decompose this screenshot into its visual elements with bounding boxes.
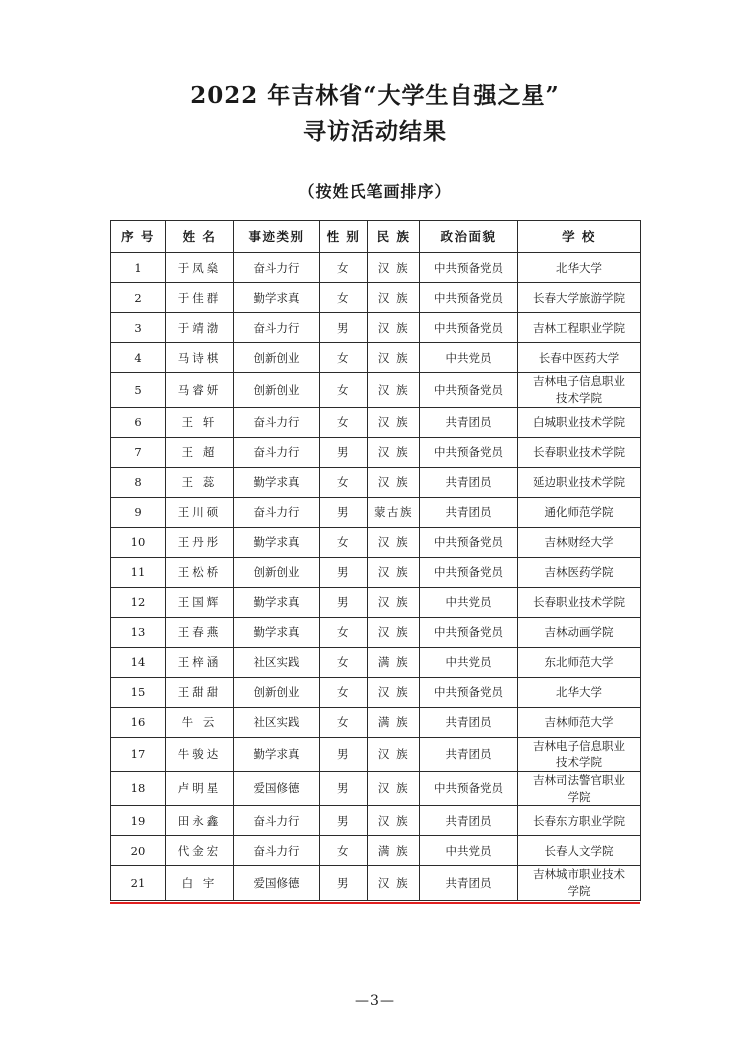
column-header-name: 姓 名 [166,221,234,253]
cell-name: 王松桥 [166,557,234,587]
table-body [111,253,641,900]
table-row [111,647,641,677]
cell-school-line: 吉林司法警官职业 [533,772,625,787]
cell-school: 长春大学旅游学院 [518,283,641,313]
cell-name: 代金宏 [166,836,234,866]
cell-name: 王丹彤 [166,527,234,557]
table-row [111,617,641,647]
cell-political-status: 共青团员 [420,467,518,497]
cell-gender: 男 [320,313,368,343]
cell-gender: 女 [320,617,368,647]
table-row [111,737,641,771]
cell-school: 吉林动画学院 [518,617,641,647]
cell-name: 王春燕 [166,617,234,647]
cell-school: 长春东方职业学院 [518,806,641,836]
cell-school-line: 吉林城市职业技术 [533,867,625,882]
cell-index: 13 [111,617,166,647]
cell-gender: 女 [320,467,368,497]
cell-category: 奋斗力行 [234,497,320,527]
table-row [111,806,641,836]
cell-school: 通化师范学院 [518,497,641,527]
cell-political-status: 中共预备党员 [420,283,518,313]
page-title-line-2: 寻访活动结果 [303,117,447,145]
cell-name: 王 蕊 [166,467,234,497]
table-row [111,557,641,587]
cell-category: 勤学求真 [234,617,320,647]
cell-name: 白 宇 [166,866,234,900]
cell-gender: 男 [320,771,368,805]
cell-name: 王 轩 [166,407,234,437]
cell-school-line: 吉林电子信息职业 [533,738,625,753]
roster-table-container [110,220,640,900]
cell-category: 创新创业 [234,557,320,587]
cell-ethnicity: 汉 族 [368,617,420,647]
cell-ethnicity: 汉 族 [368,771,420,805]
cell-ethnicity: 满 族 [368,707,420,737]
cell-school: 吉林工程职业学院 [518,313,641,343]
cell-category: 创新创业 [234,677,320,707]
cell-index: 18 [111,771,166,805]
cell-ethnicity: 汉 族 [368,737,420,771]
cell-political-status: 共青团员 [420,497,518,527]
cell-gender: 女 [320,707,368,737]
cell-ethnicity: 满 族 [368,647,420,677]
cell-ethnicity: 汉 族 [368,283,420,313]
cell-category: 爱国修德 [234,866,320,900]
cell-index: 14 [111,647,166,677]
cell-school-line: 吉林电子信息职业 [533,374,625,389]
cell-category: 奋斗力行 [234,806,320,836]
table-row [111,866,641,900]
cell-political-status: 中共预备党员 [420,527,518,557]
cell-school: 延边职业技术学院 [518,467,641,497]
cell-ethnicity: 汉 族 [368,587,420,617]
cell-school-line: 技术学院 [556,755,602,770]
cell-index: 20 [111,836,166,866]
cell-category: 奋斗力行 [234,407,320,437]
cell-gender: 男 [320,437,368,467]
cell-name: 于凤燊 [166,253,234,283]
column-header-gender: 性 别 [320,221,368,253]
table-row [111,677,641,707]
cell-index: 15 [111,677,166,707]
table-row [111,497,641,527]
cell-school: 北华大学 [518,677,641,707]
cell-category: 勤学求真 [234,587,320,617]
cell-name: 马睿妍 [166,373,234,407]
cell-school: 东北师范大学 [518,647,641,677]
cell-ethnicity: 满 族 [368,836,420,866]
cell-political-status: 共青团员 [420,707,518,737]
cell-political-status: 中共党员 [420,343,518,373]
table-row [111,313,641,343]
cell-category: 勤学求真 [234,737,320,771]
table-header-row [111,221,641,253]
cell-school [518,373,641,407]
cell-index: 17 [111,737,166,771]
cell-school: 长春中医药大学 [518,343,641,373]
cell-ethnicity: 汉 族 [368,343,420,373]
cell-category: 创新创业 [234,373,320,407]
cell-gender: 男 [320,497,368,527]
table-row [111,253,641,283]
cell-index: 21 [111,866,166,900]
cell-index: 11 [111,557,166,587]
cell-gender: 女 [320,283,368,313]
cell-category: 奋斗力行 [234,836,320,866]
cell-category: 勤学求真 [234,467,320,497]
column-header-category: 事迹类别 [234,221,320,253]
column-header-ethnicity: 民 族 [368,221,420,253]
cell-gender: 男 [320,806,368,836]
cell-political-status: 中共党员 [420,587,518,617]
cell-school: 长春人文学院 [518,836,641,866]
cell-ethnicity: 汉 族 [368,467,420,497]
cell-school-line: 学院 [567,883,591,898]
table-row [111,467,641,497]
cell-name: 马诗棋 [166,343,234,373]
table-row [111,437,641,467]
page-footer: —3— [355,993,395,1009]
cell-political-status: 中共预备党员 [420,557,518,587]
table-row [111,587,641,617]
table-row [111,407,641,437]
cell-ethnicity: 汉 族 [368,677,420,707]
cell-index: 3 [111,313,166,343]
page-title [0,0,750,149]
cell-index: 5 [111,373,166,407]
cell-political-status: 中共预备党员 [420,313,518,343]
roster-table [110,220,641,900]
cell-political-status: 中共预备党员 [420,677,518,707]
cell-index: 4 [111,343,166,373]
cell-ethnicity: 汉 族 [368,437,420,467]
table-row [111,343,641,373]
cell-index: 9 [111,497,166,527]
cell-category: 社区实践 [234,707,320,737]
cell-school: 北华大学 [518,253,641,283]
cell-ethnicity: 汉 族 [368,373,420,407]
cell-school: 白城职业技术学院 [518,407,641,437]
cell-ethnicity: 汉 族 [368,806,420,836]
cell-gender: 女 [320,343,368,373]
cell-category: 奋斗力行 [234,313,320,343]
cell-index: 6 [111,407,166,437]
cell-index: 1 [111,253,166,283]
document-subtitle: （按姓氏笔画排序） [298,182,452,202]
cell-index: 16 [111,707,166,737]
cell-ethnicity: 蒙古族 [368,497,420,527]
cell-category: 创新创业 [234,343,320,373]
cell-name: 王川硕 [166,497,234,527]
cell-school [518,737,641,771]
column-header-school: 学 校 [518,221,641,253]
cell-political-status: 中共预备党员 [420,373,518,407]
cell-political-status: 中共党员 [420,647,518,677]
cell-gender: 男 [320,557,368,587]
cell-gender: 女 [320,407,368,437]
cell-ethnicity: 汉 族 [368,866,420,900]
cell-name: 卢明星 [166,771,234,805]
cell-political-status: 共青团员 [420,866,518,900]
cell-index: 7 [111,437,166,467]
red-underline-marker [110,902,640,904]
cell-category: 奋斗力行 [234,253,320,283]
cell-ethnicity: 汉 族 [368,313,420,343]
table-row [111,283,641,313]
column-header-index: 序 号 [111,221,166,253]
cell-name: 王梓涵 [166,647,234,677]
cell-index: 19 [111,806,166,836]
cell-category: 奋斗力行 [234,437,320,467]
cell-school: 吉林财经大学 [518,527,641,557]
cell-name: 王甜甜 [166,677,234,707]
table-header [111,221,641,253]
cell-gender: 女 [320,836,368,866]
cell-school-line: 学院 [567,789,591,804]
cell-ethnicity: 汉 族 [368,527,420,557]
cell-political-status: 中共预备党员 [420,437,518,467]
cell-political-status: 中共预备党员 [420,253,518,283]
cell-gender: 女 [320,253,368,283]
cell-political-status: 共青团员 [420,737,518,771]
cell-school [518,866,641,900]
cell-gender: 男 [320,737,368,771]
cell-gender: 男 [320,866,368,900]
cell-school [518,771,641,805]
table-row [111,836,641,866]
page-title-line-1: 2022 年吉林省“大学生自强之星” [190,82,560,109]
cell-index: 8 [111,467,166,497]
cell-name: 牛骏达 [166,737,234,771]
table-row [111,707,641,737]
cell-name: 于靖渤 [166,313,234,343]
cell-gender: 女 [320,647,368,677]
cell-category: 勤学求真 [234,527,320,557]
cell-school-line: 技术学院 [556,390,602,405]
cell-name: 于佳群 [166,283,234,313]
cell-category: 勤学求真 [234,283,320,313]
cell-political-status: 中共党员 [420,836,518,866]
cell-index: 12 [111,587,166,617]
cell-school: 吉林师范大学 [518,707,641,737]
cell-gender: 男 [320,587,368,617]
cell-gender: 女 [320,677,368,707]
cell-category: 爱国修德 [234,771,320,805]
cell-name: 田永鑫 [166,806,234,836]
cell-school: 长春职业技术学院 [518,587,641,617]
cell-political-status: 共青团员 [420,407,518,437]
cell-name: 牛 云 [166,707,234,737]
cell-political-status: 中共预备党员 [420,617,518,647]
cell-gender: 女 [320,373,368,407]
table-row [111,527,641,557]
cell-political-status: 共青团员 [420,806,518,836]
table-row [111,771,641,805]
cell-index: 2 [111,283,166,313]
cell-ethnicity: 汉 族 [368,253,420,283]
cell-political-status: 中共预备党员 [420,771,518,805]
table-row [111,373,641,407]
column-header-political-status: 政治面貌 [420,221,518,253]
cell-ethnicity: 汉 族 [368,407,420,437]
cell-name: 王国辉 [166,587,234,617]
cell-name: 王 超 [166,437,234,467]
cell-gender: 女 [320,527,368,557]
cell-school: 长春职业技术学院 [518,437,641,467]
cell-category: 社区实践 [234,647,320,677]
cell-school: 吉林医药学院 [518,557,641,587]
cell-index: 10 [111,527,166,557]
cell-ethnicity: 汉 族 [368,557,420,587]
